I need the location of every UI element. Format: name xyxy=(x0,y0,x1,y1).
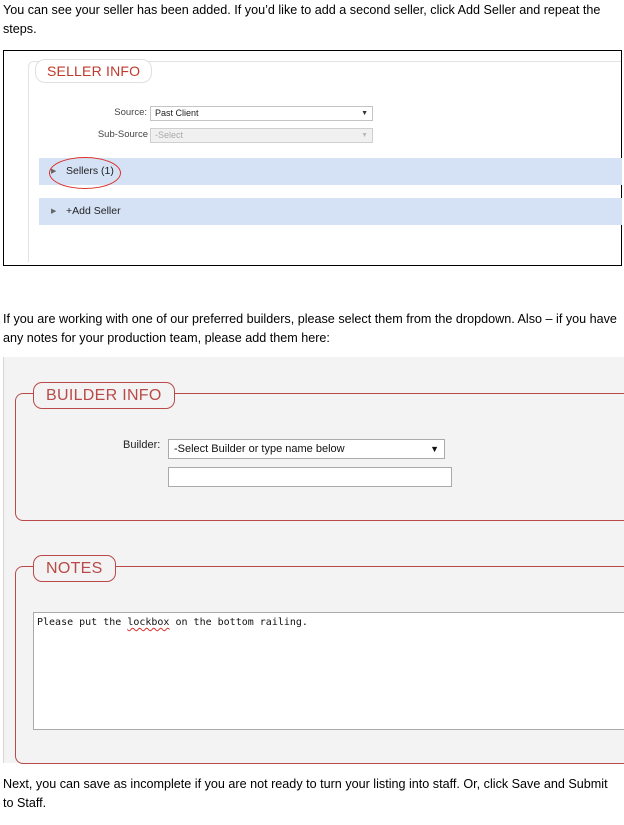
dropdown-arrow-icon: ▼ xyxy=(361,110,368,117)
add-seller-accordion[interactable] xyxy=(39,198,622,225)
builder-name-input[interactable] xyxy=(168,467,452,487)
dropdown-arrow-icon: ▼ xyxy=(430,444,439,454)
notes-text-start: Please put the xyxy=(37,617,128,628)
builder-select-value: -Select Builder or type name below xyxy=(174,443,345,455)
notes-textarea[interactable] xyxy=(33,612,624,730)
sellers-accordion-label: Sellers (1) xyxy=(66,165,114,177)
dropdown-arrow-icon: ▼ xyxy=(361,132,368,139)
source-select[interactable] xyxy=(150,106,373,121)
builder-info-legend: BUILDER INFO xyxy=(33,382,175,409)
notes-misspelled-word: lockbox xyxy=(127,617,170,628)
closing-paragraph: Next, you can save as incomplete if you are not ready to turn your listing into staff. Or, click Save and Submit to Staff. xyxy=(3,777,608,810)
source-label: Source: xyxy=(114,107,147,118)
expand-triangle-icon: ▶ xyxy=(51,208,57,215)
notes-legend: NOTES xyxy=(33,555,116,582)
subsource-label: Sub-Source xyxy=(97,129,148,140)
builder-select[interactable] xyxy=(168,439,445,459)
seller-info-legend: SELLER INFO xyxy=(35,59,152,83)
annotation-circle xyxy=(49,157,121,189)
expand-triangle-icon: ▶ xyxy=(51,168,57,175)
builder-label: Builder: xyxy=(123,439,161,451)
add-seller-label: +Add Seller xyxy=(66,205,121,217)
builder-paragraph: If you are working with one of our preferred builders, please select them from the dropdown. Also – if you have any notes for your production team, please add them here: xyxy=(3,312,617,345)
intro-paragraph: You can see your seller has been added. If you’d like to add a second seller, click Add Seller and repeat the steps. xyxy=(3,3,601,36)
sellers-accordion[interactable] xyxy=(39,158,622,185)
source-select-value: Past Client xyxy=(155,108,199,118)
subsource-select-placeholder: -Select xyxy=(155,130,184,140)
notes-text-end: on the bottom railing. xyxy=(169,617,308,628)
subsource-select[interactable] xyxy=(150,128,373,143)
